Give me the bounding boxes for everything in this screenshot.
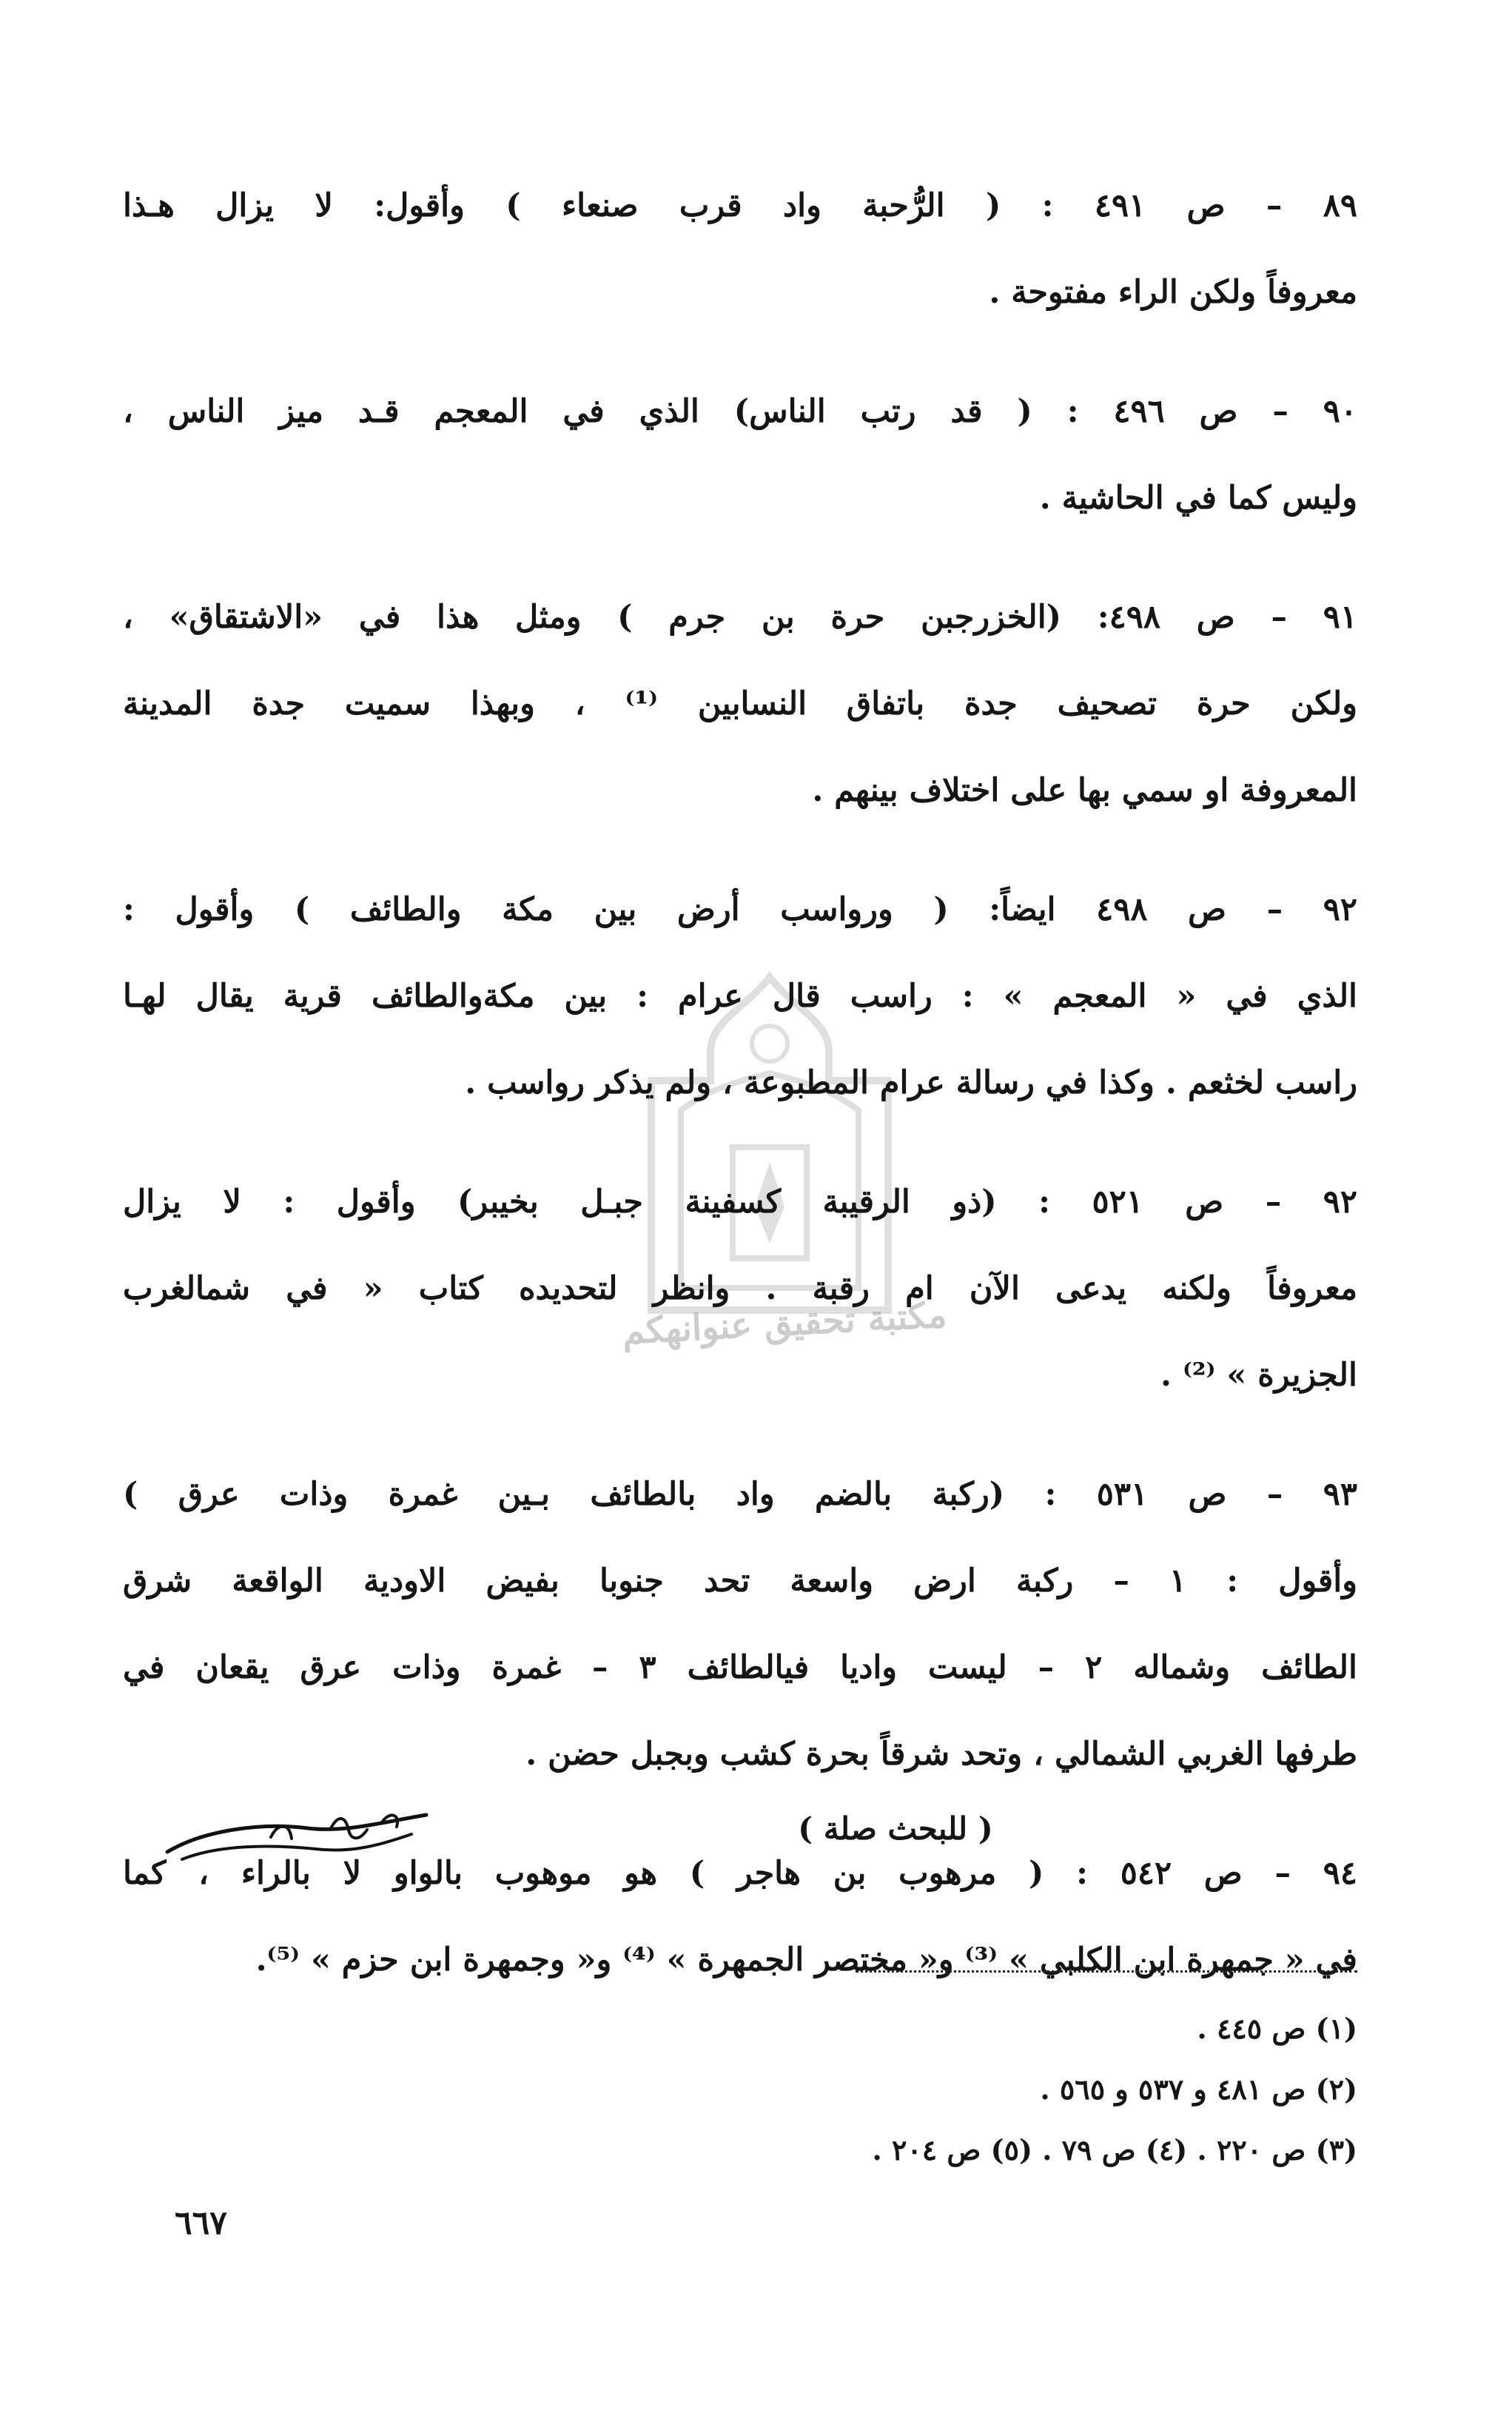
entry-line: معروفاً ولكن الراء مفتوحة . <box>989 274 1357 311</box>
entry-93 <box>123 1451 1357 1798</box>
continued-note: ( للبحث صلة ) <box>798 1810 993 1847</box>
entry-line: ٩٢ – ص ٤٩٨ ايضاً: ( ورواسب أرض بين مكة والطائف ) وأقول : <box>123 891 1357 928</box>
entry-92b <box>123 1159 1357 1419</box>
entry-92a <box>123 867 1357 1127</box>
footnotes <box>839 1998 1357 2181</box>
entry-line: طرفها الغربي الشمالي ، وتحد شرقاً بحرة كشب وبجبل حضن . <box>525 1736 1357 1773</box>
page-number: ٦٦٧ <box>175 2204 227 2242</box>
footnote-separator <box>856 1970 1357 1973</box>
entry-line: في « جمهرة ابن الكلبي » ⁽³⁾ و« مختصر الجمهرة » ⁽⁴⁾ و« وجمهرة ابن حزم » ⁽⁵⁾. <box>255 1941 1357 1978</box>
entry-line: ٩٤ – ص ٥٤٢ : ( مرهوب بن هاجر ) هو موهوب بالواو لا بالراء ، كما <box>123 1855 1357 1892</box>
entry-line: ٩٠ – ص ٤٩٦ : ( قد رتب الناس) الذي في المعجم قـد ميز الناس ، <box>123 393 1357 430</box>
body-text <box>123 163 1357 2036</box>
entry-line: الطائف وشماله ٢ – ليست واديا فيالطائف ٣ – غمرة وذات عرق يقعان في <box>123 1649 1357 1686</box>
entry-line: ٨٩ – ص ٤٩١ : ( الرُّحبة واد قرب صنعاء ) وأقول: لا يزال هـذا <box>123 187 1357 224</box>
footnote-3: (٣) ص ٢٢٠ . (٤) ص ٧٩ . (٥) ص ٢٠٤ . <box>872 2133 1357 2166</box>
handwritten-signature <box>160 1800 441 1882</box>
entry-line: الجزيرة » ⁽²⁾ . <box>1160 1357 1357 1394</box>
entry-91 <box>123 574 1357 834</box>
entry-line: وليس كما في الحاشية . <box>1039 480 1357 517</box>
entry-89 <box>123 163 1357 336</box>
entry-90 <box>123 369 1357 542</box>
watermark-text: مكتبة تحقيق عنوانهكم <box>621 1294 948 1353</box>
entry-line: الذي في « المعجم » : راسب قال عرام : بين مكةوالطائف قرية يقال لهـا <box>123 978 1357 1015</box>
entry-line: ٩٣ – ص ٥٣١ : (ركبة بالضم واد بالطائف بـين غمرة وذات عرق ) <box>123 1476 1357 1513</box>
entry-line: ٩٢ – ص ٥٢١ : (ذو الرقيبة كسفينة جبـل بخيبر) وأقول : لا يزال <box>123 1184 1357 1221</box>
footnote-1: (١) ص ٤٤٥ . <box>1197 2012 1357 2045</box>
entry-line: المعروفة او سمي بها على اختلاف بينهم . <box>812 772 1357 809</box>
entry-line: ولكن حرة تصحيف جدة باتفاق النسابين ⁽¹⁾ ، وبهذا سميت جدة المدينة <box>123 685 1357 722</box>
entry-line: ٩١ – ص ٤٩٨: (الخزرجبن حرة بن جرم ) ومثل هذا في «الاشتقاق» ، <box>123 599 1357 636</box>
footnote-2: (٢) ص ٤٨١ و ٥٣٧ و ٥٦٥ . <box>1040 2072 1357 2106</box>
entry-line: معروفاً ولكنه يدعى الآن ام رقبة . وانظر لتحديده كتاب « في شمالغرب <box>123 1270 1357 1307</box>
entry-line: وأقول : ١ – ركبة ارض واسعة تحد جنوبا بفيض الاودية الواقعة شرق <box>123 1563 1357 1600</box>
entry-line: راسب لخثعم . وكذا في رسالة عرام المطبوعة ، ولم يذكر رواسب . <box>465 1064 1357 1101</box>
